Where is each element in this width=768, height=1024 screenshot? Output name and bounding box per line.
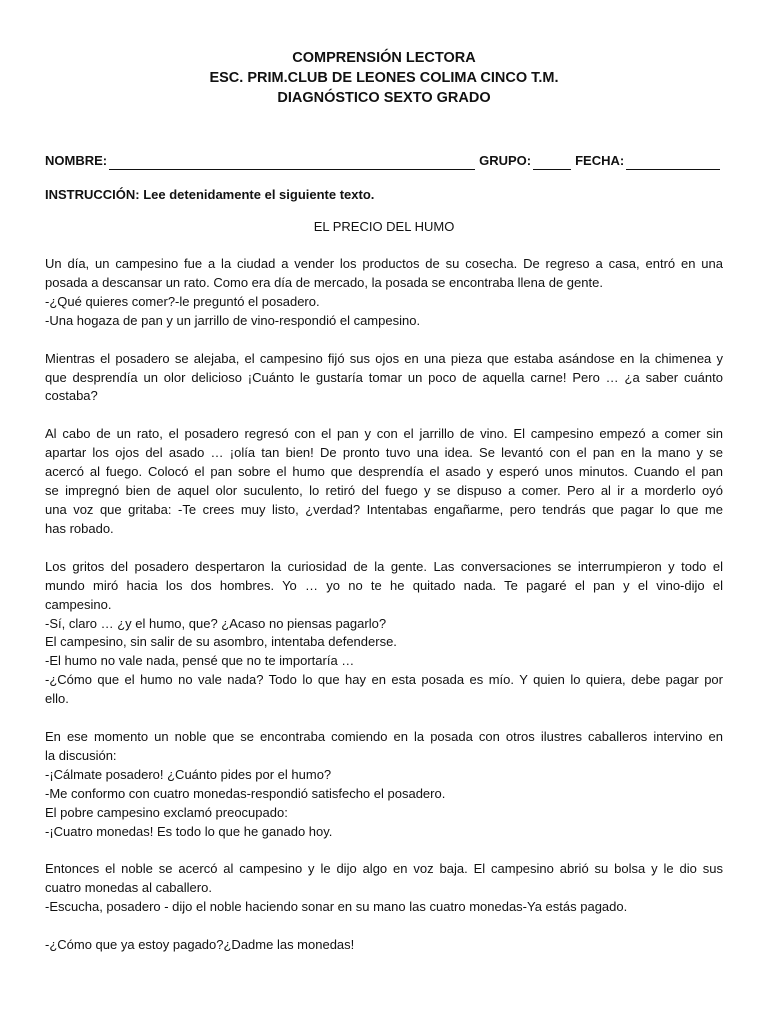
document-page [45, 48, 723, 955]
paragraph-line: Al cabo de un rato, el posadero regresó con el pan y con el jarrillo de vino. El campesino empezó a comer sin [45, 426, 723, 442]
paragraph-line: una voz que gritaba: -Te crees muy listo, ¿verdad? Intentabas engañarme, pero tendrás que pagar lo que me [45, 501, 723, 517]
paragraph-line: -¡Cálmate posadero! ¿Cuánto pides por el humo? [45, 766, 332, 782]
paragraph-line: -¿Cómo que ya estoy pagado?¿Dadme las monedas! [45, 937, 355, 953]
paragraph-line: -¿Cómo que el humo no vale nada? Todo lo que hay en esta posada es mío. Y quien lo quiera, debe pagar por [45, 672, 723, 688]
paragraph-line: mundo miró hacia los dos hombres. Yo … yo no te he quitado nada. Te pagaré el pan y el vino-dijo el [45, 577, 723, 593]
paragraph-line: -El humo no vale nada, pensé que no te importaría … [45, 653, 355, 669]
paragraph-line: costaba? [45, 388, 98, 404]
paragraph-line: Un día, un campesino fue a la ciudad a vender los productos de su cosecha. De regreso a casa, entró en una [45, 256, 723, 271]
paragraph-line: -¿Qué quieres comer?-le preguntó el posadero. [45, 293, 320, 309]
header-title: COMPRENSIÓN LECTORA [292, 50, 476, 66]
paragraph-line: El campesino, sin salir de su asombro, intentaba defenderse. [45, 634, 397, 650]
paragraph-line: Los gritos del posadero despertaron la curiosidad de la gente. Las conversaciones se interrumpieron y todo el [45, 558, 723, 574]
paragraph-line: ello. [45, 691, 69, 707]
paragraph-line: En ese momento un noble que se encontraba comiendo en la posada con otros ilustres caballeros intervino en [45, 729, 723, 745]
story-paragraph [45, 558, 723, 709]
story-paragraph [45, 350, 723, 407]
story-paragraph [45, 936, 723, 955]
story-paragraph [45, 860, 723, 917]
paragraph-line: -¡Cuatro monedas! Es todo lo que he ganado hoy. [45, 823, 333, 839]
paragraph-line: se impregnó bien de aquel olor suculento, lo retiró del fuego y se dispuso a comer. Pero al ir a morderlo oyó [45, 483, 723, 499]
paragraph-line: -Sí, claro … ¿y el humo, que? ¿Acaso no piensas pagarlo? [45, 615, 387, 631]
grupo-blank[interactable] [533, 155, 571, 170]
paragraph-line: has robado. [45, 520, 114, 536]
fecha-label: FECHA: [575, 153, 625, 168]
nombre-label: NOMBRE: [45, 153, 108, 168]
paragraph-line: la discusión: [45, 747, 117, 763]
paragraph-line: cuatro monedas al caballero. [45, 880, 212, 896]
paragraph-line: -Una hogaza de pan y un jarrillo de vino-respondió el campesino. [45, 312, 421, 328]
story-title: EL PRECIO DEL HUMO [313, 219, 455, 234]
grupo-label: GRUPO: [479, 153, 532, 168]
header-school: ESC. PRIM.CLUB DE LEONES COLIMA CINCO T.M. [209, 70, 559, 86]
story-paragraph [45, 425, 723, 538]
fecha-blank[interactable] [626, 155, 720, 170]
paragraph-line: Mientras el posadero se alejaba, el campesino fijó sus ojos en una pieza que estaba asándose en la chimenea y [45, 350, 723, 366]
story-paragraph [45, 255, 723, 331]
paragraph-line: apartar los ojos del asado … ¡olía tan bien! De pronto tuvo una idea. Se levantó con el pan en la mano y se [45, 445, 723, 461]
story-body [45, 255, 723, 955]
paragraph-line: posada a descansar un rato. Como era día de mercado, la posada se encontraba llena de gente. [45, 274, 603, 290]
story-paragraph [45, 728, 723, 841]
paragraph-line: acercó al fuego. Colocó el pan sobre el humo que desprendía el asado y esperó unos minutos. Cuando el pan [45, 464, 723, 480]
header-subtitle: DIAGNÓSTICO SEXTO GRADO [277, 90, 491, 106]
instruction-text: INSTRUCCIÓN: Lee detenidamente el siguiente texto. [45, 187, 375, 202]
document-header [45, 48, 723, 108]
paragraph-line: campesino. [45, 596, 112, 612]
student-info-line [45, 152, 723, 170]
nombre-blank[interactable] [109, 155, 475, 170]
paragraph-line: -Escucha, posadero - dijo el noble haciendo sonar en su mano las cuatro monedas-Ya estás pagado. [45, 899, 628, 915]
paragraph-line: Entonces el noble se acercó al campesino y le dijo algo en voz baja. El campesino abrió su bolsa y le dio sus [45, 861, 723, 877]
paragraph-line: El pobre campesino exclamó preocupado: [45, 804, 288, 820]
paragraph-line: -Me conformo con cuatro monedas-respondió satisfecho el posadero. [45, 785, 446, 801]
paragraph-line: que desprendía un olor delicioso ¡Cuánto le gustaría tomar un poco de aquella carne! Pero … ¿a saber cuánto [45, 369, 723, 385]
